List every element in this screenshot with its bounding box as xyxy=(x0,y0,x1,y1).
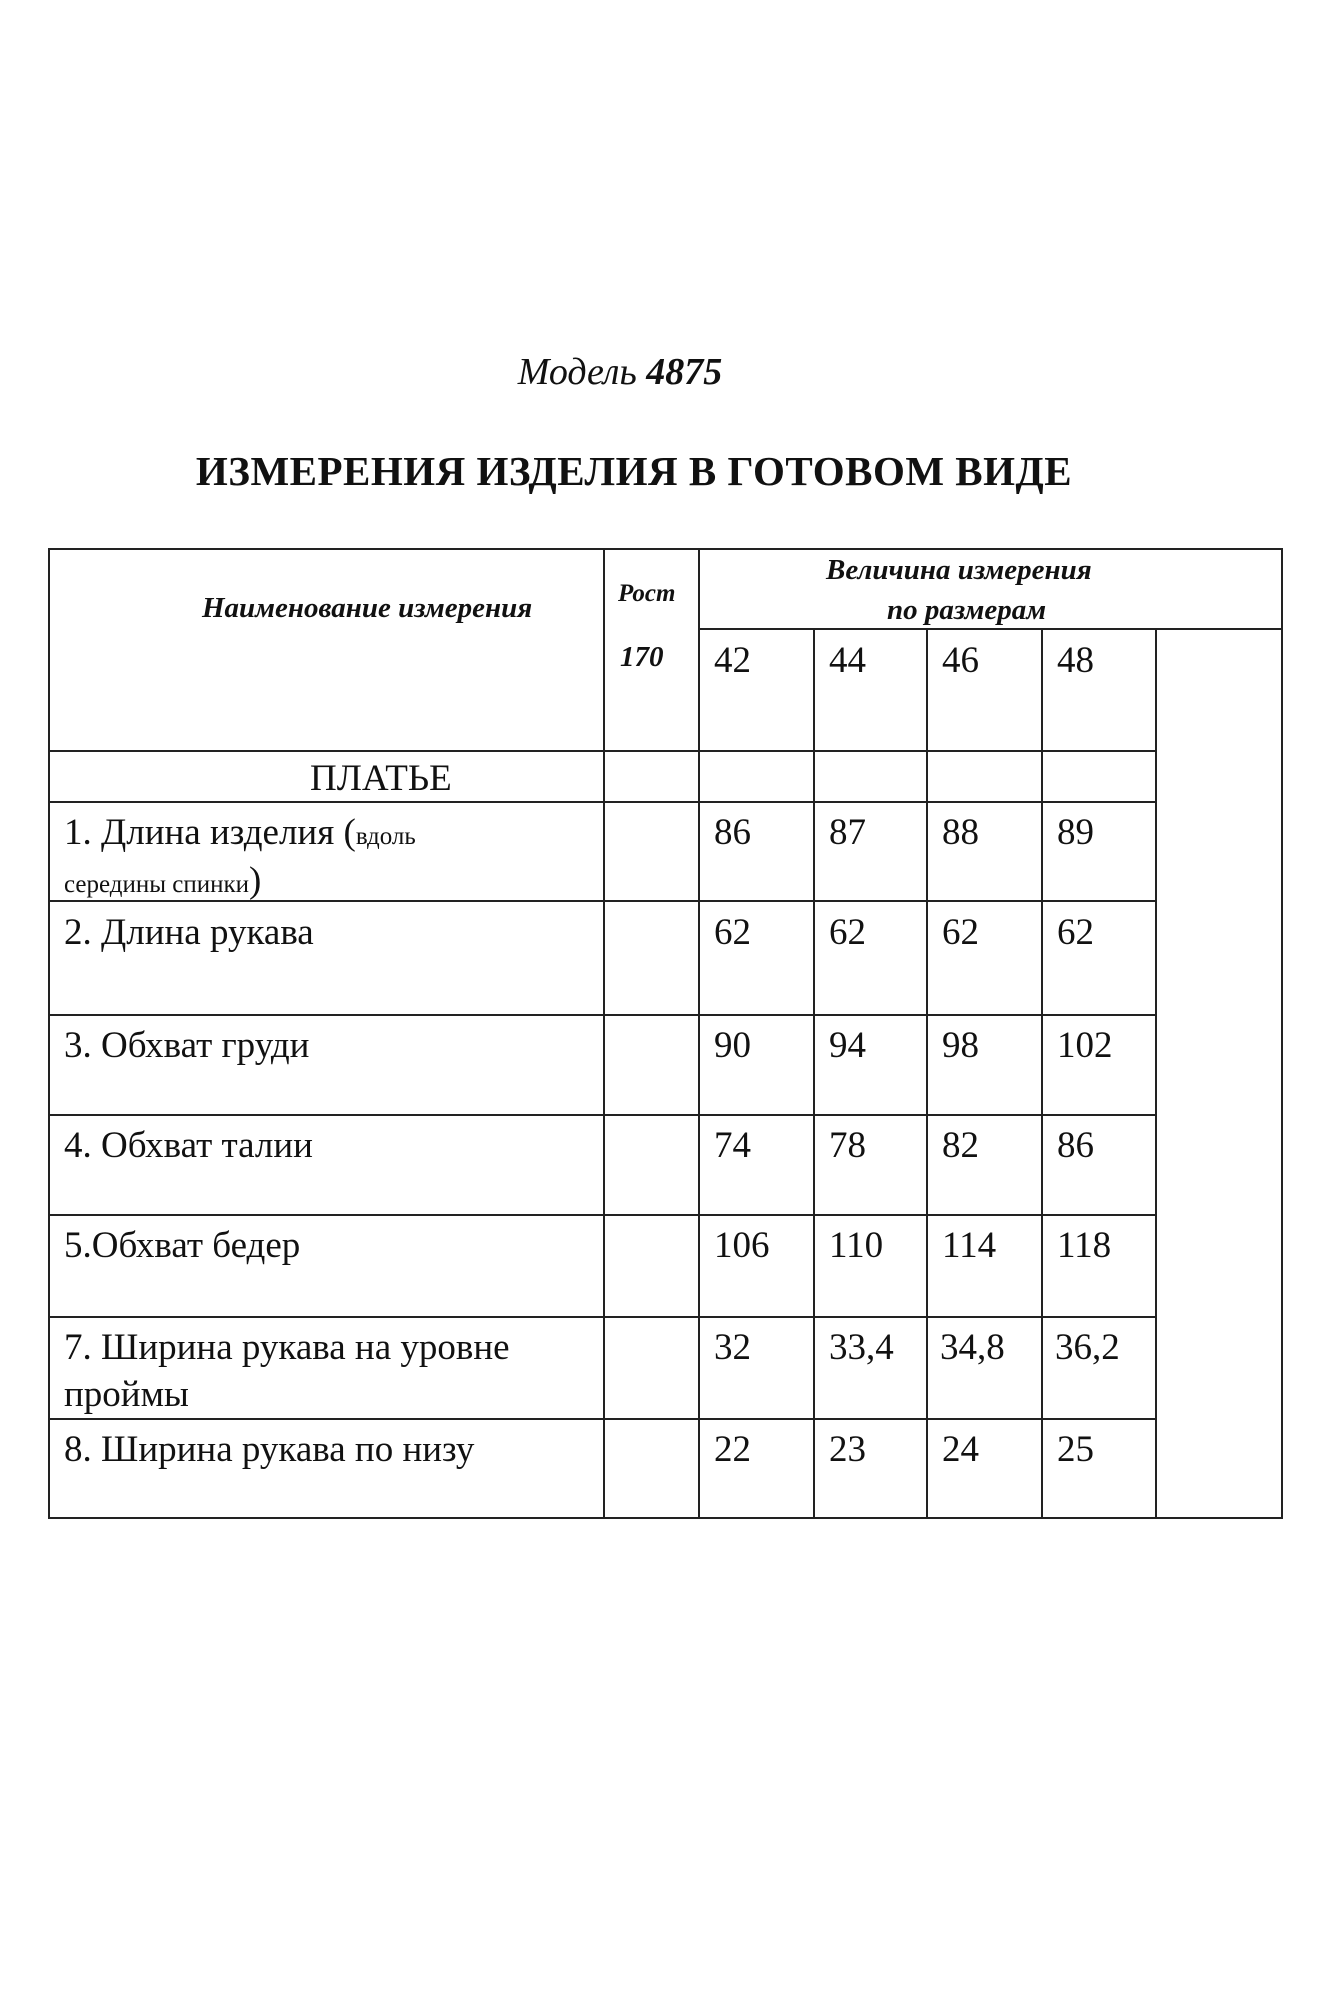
section-size-cell xyxy=(1041,750,1157,803)
row-height-cell xyxy=(603,1214,700,1318)
size-label-44: 44 xyxy=(829,640,866,681)
page-title: ИЗМЕРЕНИЯ ИЗДЕЛИЯ В ГОТОВОМ ВИДЕ xyxy=(195,448,1073,494)
row-2-value-42: 62 xyxy=(714,912,751,953)
row-3-label: 3. Обхват груди xyxy=(64,1025,310,1066)
row-1-value-42: 86 xyxy=(714,812,751,853)
height-label: Рост xyxy=(618,580,676,607)
section-size-cell xyxy=(926,750,1043,803)
model-label: Модель xyxy=(517,351,637,393)
row-2-value-48: 62 xyxy=(1057,912,1094,953)
row-height-cell xyxy=(603,900,700,1016)
row-3-value-42: 90 xyxy=(714,1025,751,1066)
row-8-value-46: 24 xyxy=(942,1429,979,1470)
row-8-value-42: 22 xyxy=(714,1429,751,1470)
size-label-48: 48 xyxy=(1057,640,1094,681)
size-label-46: 46 xyxy=(942,640,979,681)
row-4-label: 4. Обхват талии xyxy=(64,1125,313,1166)
row-7-label-line1: 7. Ширина рукава на уровне xyxy=(64,1327,510,1368)
row-5-value-44: 110 xyxy=(829,1225,884,1266)
row-5-value-46: 114 xyxy=(942,1225,997,1266)
row-7-value-44: 33,4 xyxy=(829,1327,894,1368)
size-label-42: 42 xyxy=(714,640,751,681)
section-height-cell xyxy=(603,750,700,803)
row-4-value-44: 78 xyxy=(829,1125,866,1166)
row-3-value-44: 94 xyxy=(829,1025,866,1066)
row-1-value-46: 88 xyxy=(942,812,979,853)
row-height-cell xyxy=(603,1418,700,1519)
height-value: 170 xyxy=(620,641,664,673)
row-5-label: 5.Обхват бедер xyxy=(64,1225,301,1266)
row-1-label xyxy=(64,814,416,851)
row-1-value-48: 89 xyxy=(1057,812,1094,853)
section-size-cell xyxy=(813,750,928,803)
row-2-value-46: 62 xyxy=(942,912,979,953)
row-4-value-42: 74 xyxy=(714,1125,751,1166)
header-name-cell xyxy=(48,548,605,752)
name-column-header: Наименование измерения xyxy=(202,592,533,624)
row-1-value-44: 87 xyxy=(829,812,866,853)
row-height-cell xyxy=(603,1014,700,1116)
row-8-value-48: 25 xyxy=(1057,1429,1094,1470)
section-size-cell xyxy=(698,750,815,803)
row-4-value-48: 86 xyxy=(1057,1125,1094,1166)
row-5-value-42: 106 xyxy=(714,1225,770,1266)
row-7-label-line2: проймы xyxy=(64,1374,189,1415)
row-5-value-48: 118 xyxy=(1057,1225,1112,1266)
row-8-label: 8. Ширина рукава по низу xyxy=(64,1429,475,1470)
row-3-value-48: 102 xyxy=(1057,1025,1113,1066)
header-extra-cell xyxy=(1155,628,1283,1519)
row-height-cell xyxy=(603,1316,700,1420)
row-4-value-46: 82 xyxy=(942,1125,979,1166)
sizes-title-line1: Величина измерения xyxy=(826,554,1092,586)
row-height-cell xyxy=(603,801,700,902)
row-height-cell xyxy=(603,1114,700,1216)
row-3-value-46: 98 xyxy=(942,1025,979,1066)
row-1-label-close: ) xyxy=(249,860,262,901)
row-1-label-main: 1. Длина изделия ( xyxy=(64,812,356,853)
model-number: 4875 xyxy=(646,351,723,393)
section-title: ПЛАТЬЕ xyxy=(310,758,452,799)
sizes-title-line2: по размерам xyxy=(887,594,1047,626)
row-8-value-44: 23 xyxy=(829,1429,866,1470)
row-1-label-small: вдоль xyxy=(355,823,416,850)
row-1-label-line2 xyxy=(64,862,261,899)
row-7-value-48: 36,2 xyxy=(1055,1327,1120,1368)
row-2-value-44: 62 xyxy=(829,912,866,953)
row-2-label: 2. Длина рукава xyxy=(64,912,314,953)
row-7-value-42: 32 xyxy=(714,1327,751,1368)
row-7-value-46: 34,8 xyxy=(940,1327,1005,1368)
row-1-label-small2: середины спинки xyxy=(64,871,250,898)
